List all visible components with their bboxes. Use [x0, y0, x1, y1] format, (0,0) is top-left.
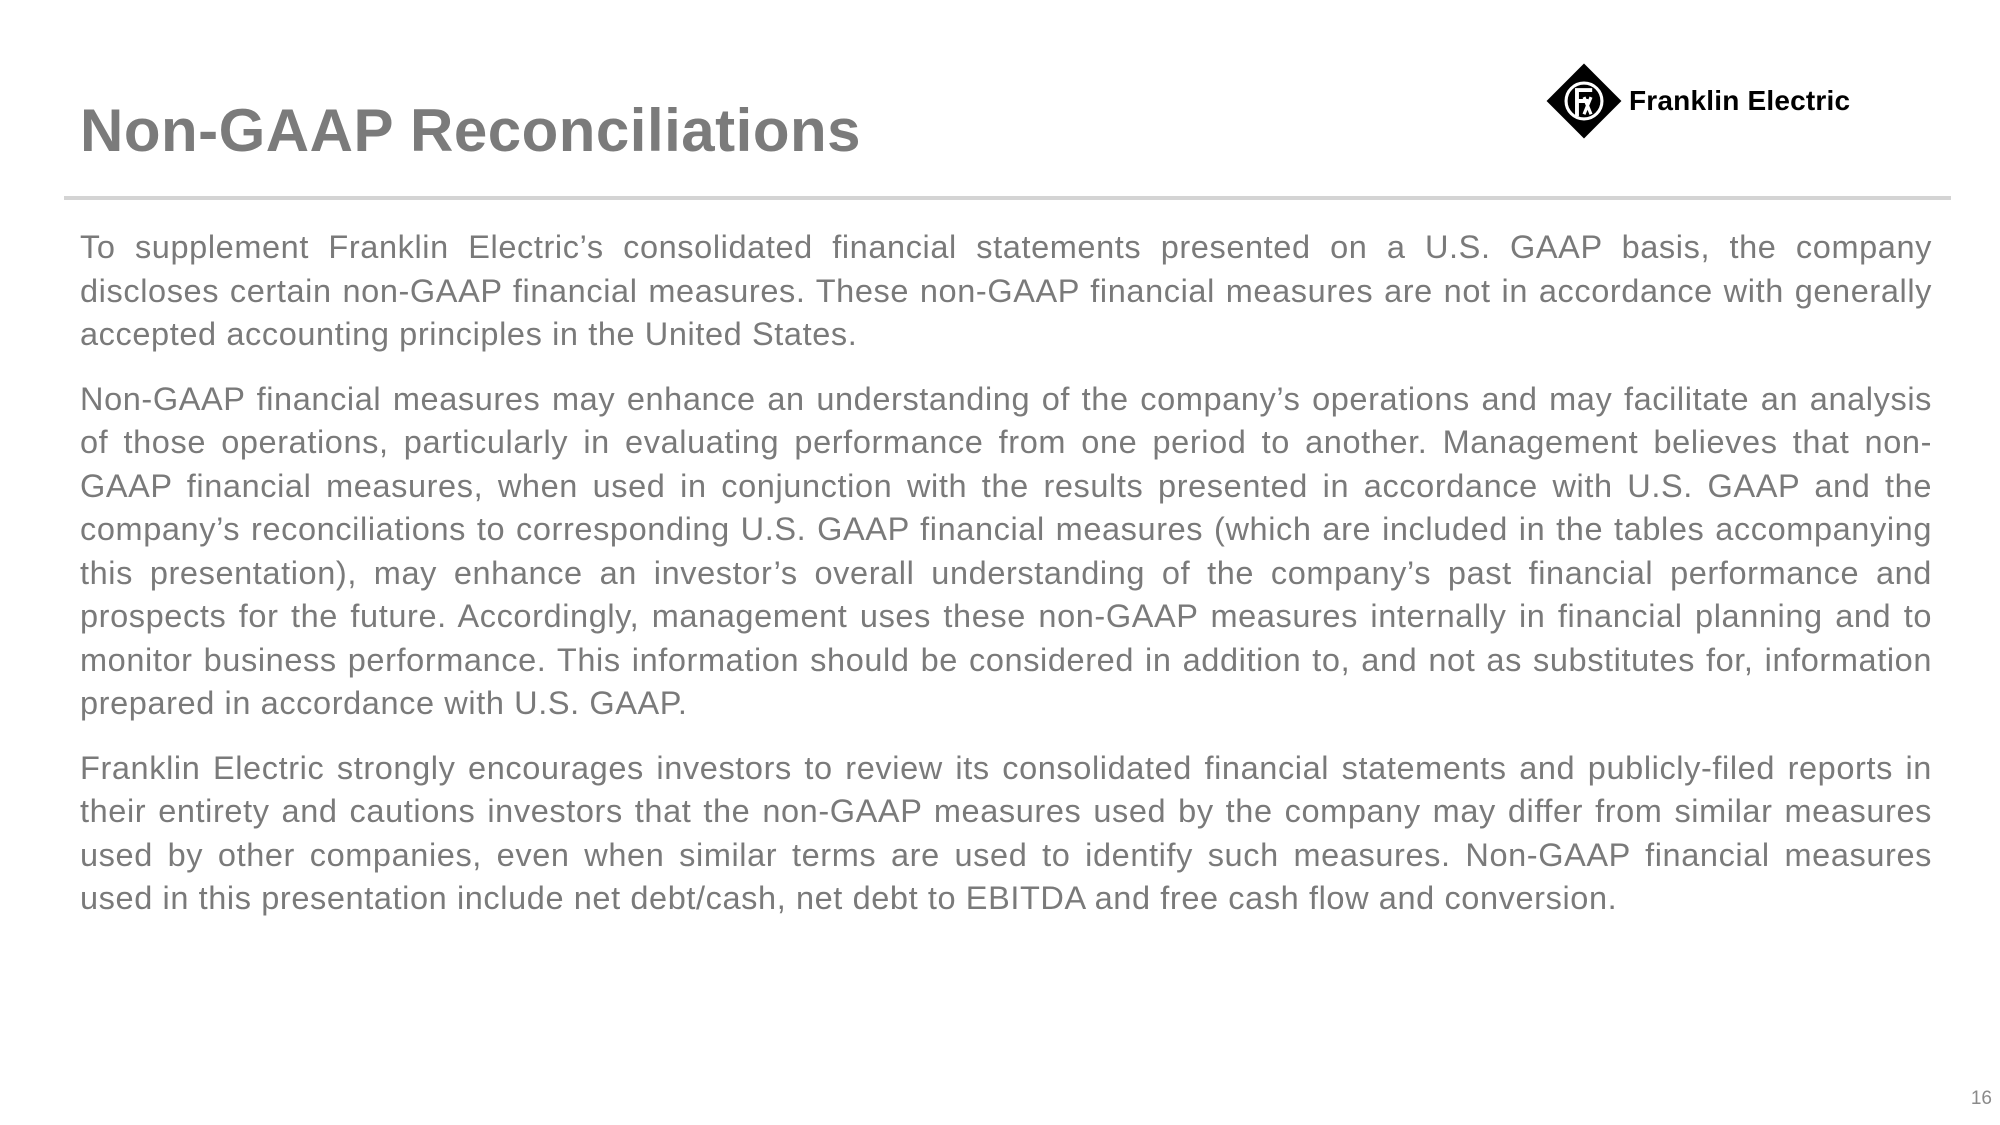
- paragraph-intro: To supplement Franklin Electric’s consolidated financial statements presented on a U.S. GAAP basis, the company discloses certain non-GAAP financial measures. These non-GAAP financial measures are not in accordance with generally accepted accounting principles in the United States.: [80, 229, 1932, 352]
- paragraph-management-view: Non-GAAP financial measures may enhance an understanding of the company’s operations and may facilitate an analysis of those operations, particularly in evaluating performance from one period to another. Management believes that non-GAAP financial measures, when used in conjunction with the results presented in accordance with U.S. GAAP and the company’s reconciliations to corresponding U.S. GAAP financial measures (which are included in the tables accompanying this presentation), may enhance an investor’s overall understanding of the company’s past financial performance and prospects for the future. Accordingly, management uses these non-GAAP measures internally in financial planning and to monitor business performance. This information should be considered in addition to, and not as substitutes for, information prepared in accordance with U.S. GAAP.: [80, 380, 1932, 721]
- body-text: [80, 226, 1932, 942]
- paragraph-investor-caution: Franklin Electric strongly encourages investors to review its consolidated financial statements and publicly-filed reports in their entirety and cautions investors that the non-GAAP measures used by the company may differ from similar measures used by other companies, even when similar terms are used to identify such measures. Non-GAAP financial measures used in this presentation include net debt/cash, net debt to EBITDA and free cash flow and conversion.: [80, 749, 1932, 916]
- logo-wordmark: Franklin Electric: [1629, 85, 1851, 116]
- page-number: 16: [1970, 1088, 1992, 1109]
- title-divider: [64, 196, 1951, 200]
- page-title: Non-GAAP Reconciliations: [80, 97, 861, 164]
- franklin-electric-diamond-logo-icon: [1545, 62, 1623, 140]
- company-logo: [1545, 62, 1850, 140]
